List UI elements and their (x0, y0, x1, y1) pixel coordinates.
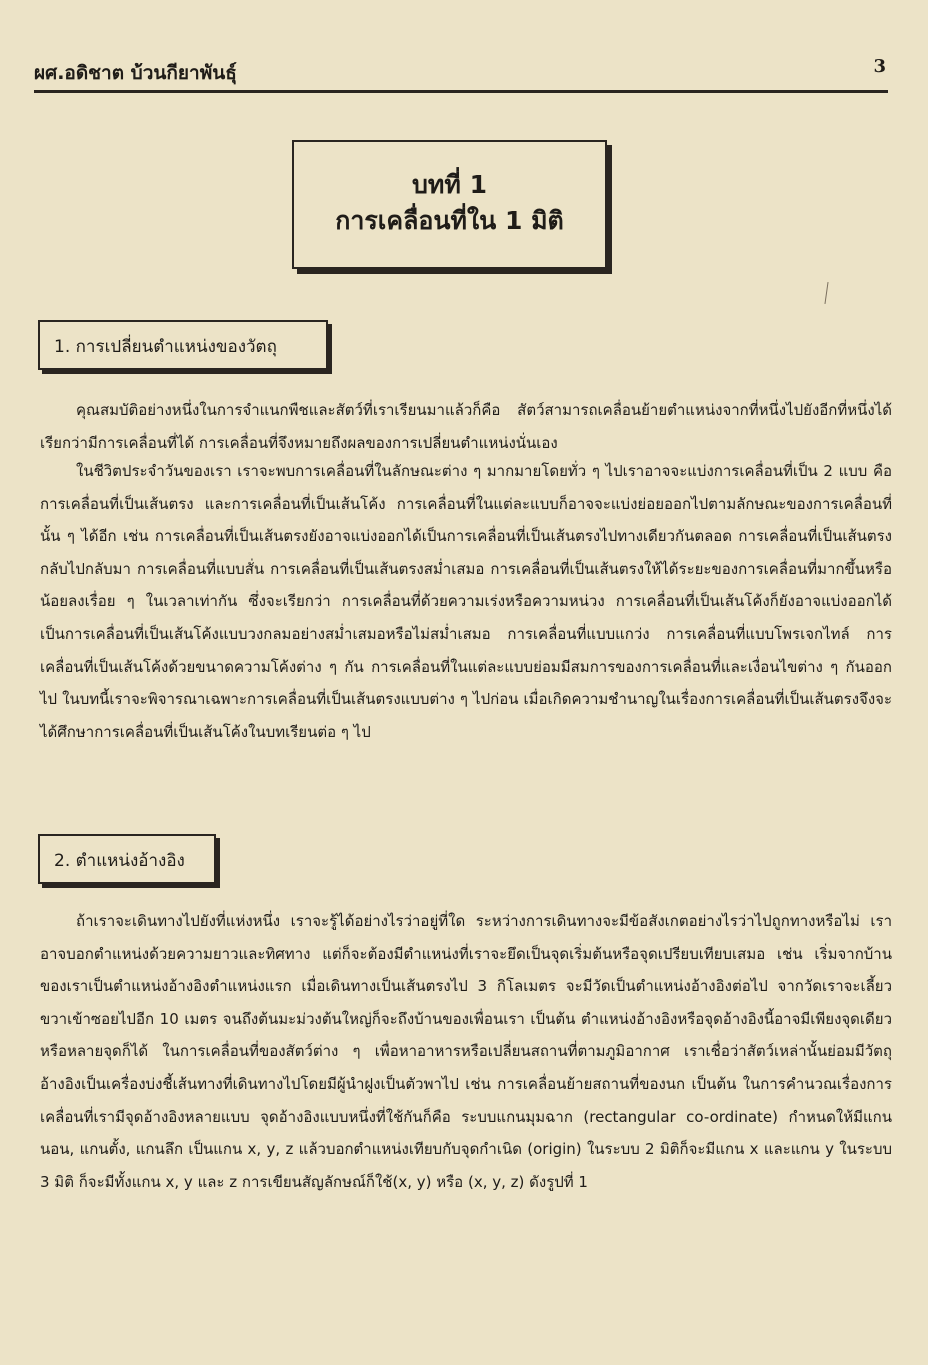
section1-paragraph-2: ในชีวิตประจำวันของเรา เราจะพบการเคลื่อนที่ในลักษณะต่าง ๆ มากมายโดยทั่ว ๆ ไปเราอาจจะแบ่งการเคลื่อนที่เป็น 2 แบบ คือ การเคลื่อนที่เป็นเส้นตรง และการเคลื่อนที่เป็นเส้นโค้ง การเคลื่อนที่ในแต่ละแบบก็อาจจะแบ่งย่อยออกไปตามลักษณะของการเคลื่อนที่นั้น ๆ ได้อีก เช่น การเคลื่อนที่เป็นเส้นตรงยังอาจแบ่งออกได้เป็นการเคลื่อนที่เป็นเส้นตรงไปทางเดียวกันตลอด การเคลื่อนที่เป็นเส้นตรงกลับไปกลับมา การเคลื่อนที่แบบสั่น การเคลื่อนที่เป็นเส้นตรงสม่ำเสมอ การเคลื่อนที่เป็นเส้นตรงให้ได้ระยะของการเคลื่อนที่มากขึ้นหรือน้อยลงเรื่อย ๆ ในเวลาเท่ากัน ซึ่งจะเรียกว่า การเคลื่อนที่ด้วยความเร่งหรือความหน่วง การเคลื่อนที่เป็นเส้นโค้งก็ยังอาจแบ่งออกได้เป็นการเคลื่อนที่เป็นเส้นโค้งแบบวงกลมอย่างสม่ำเสมอหรือไม่สม่ำเสมอ การเคลื่อนที่แบบแกว่ง การเคลื่อนที่แบบโพรเจกไทล์ การเคลื่อนที่เป็นเส้นโค้งด้วยขนาดความโค้งต่าง ๆ กัน การเคลื่อนที่ในแต่ละแบบย่อมมีสมการของการเคลื่อนที่และเงื่อนไขต่าง ๆ กันออกไป ในบทนี้เราจะพิจารณาเฉพาะการเคลื่อนที่เป็นเส้นตรงแบบต่าง ๆ ไปก่อน เมื่อเกิดความชำนาญในเรื่องการเคลื่อนที่เป็นเส้นตรงจึงจะได้ศึกษาการเคลื่อนที่เป็นเส้นโค้งในบทเรียนต่อ ๆ ไป (40, 462, 892, 741)
section-heading-1: 1. การเปลี่ยนตำแหน่งของวัตถุ (38, 320, 328, 370)
section1-paragraph-1: คุณสมบัติอย่างหนึ่งในการจำแนกพืชและสัตว์ที่เราเรียนมาแล้วก็คือ สัตว์สามารถเคลื่อนย้ายตำแหน่งจากที่หนึ่งไปยังอีกที่หนึ่งได้ เรียกว่ามีการเคลื่อนที่ได้ การเคลื่อนที่จึงหมายถึงผลของการเปลี่ยนตำแหน่งนั่นเอง (40, 401, 892, 452)
author-name: ผศ.อดิชาต บ้วนกียาพันธุ์ (34, 62, 237, 84)
chapter-title: การเคลื่อนที่ใน 1 มิติ (335, 206, 564, 235)
page-header (34, 50, 888, 93)
pen-mark (824, 282, 828, 304)
page-number: 3 (873, 56, 886, 77)
chapter-title-box (292, 140, 607, 269)
section2-paragraph-1: ถ้าเราจะเดินทางไปยังที่แห่งหนึ่ง เราจะรู้ได้อย่างไรว่าอยู่ที่ใด ระหว่างการเดินทางจะมีข้อสังเกตอย่างไรว่าไปถูกทางหรือไม่ เราอาจบอกตำแหน่งด้วยความยาวและทิศทาง แต่ก็จะต้องมีตำแหน่งที่เราจะยึดเป็นจุดเริ่มต้นหรือจุดเปรียบเทียบเสมอ เช่น เริ่มจากบ้านของเราเป็นตำแหน่งอ้างอิงตำแหน่งแรก เมื่อเดินทางเป็นเส้นตรงไป 3 กิโลเมตร จะมีวัดเป็นตำแหน่งอ้างอิงต่อไป จากวัดเราจะเลี้ยวขวาเข้าซอยไปอีก 10 เมตร จนถึงต้นมะม่วงต้นใหญ่ก็จะถึงบ้านของเพื่อนเรา เป็นต้น ตำแหน่งอ้างอิงหรือจุดอ้างอิงนี้อาจมีเพียงจุดเดียวหรือหลายจุดก็ได้ ในการเคลื่อนที่ของสัตว์ต่าง ๆ เพื่อหาอาหารหรือเปลี่ยนสถานที่ตามภูมิอากาศ เราเชื่อว่าสัตว์เหล่านั้นย่อมมีวัตถุอ้างอิงเป็นเครื่องบ่งชี้เส้นทางที่เดินทางไปโดยมีผู้นำฝูงเป็นตัวพาไป เช่น การเคลื่อนย้ายสถานที่ของนก เป็นต้น ในการคำนวณเรื่องการเคลื่อนที่เรามีจุดอ้างอิงหลายแบบ จุดอ้างอิงแบบหนึ่งที่ใช้กันก็คือ ระบบแกนมุมฉาก (rectangular co-ordinate) กำหนดให้มีแกนนอน, แกนตั้ง, แกนลึก เป็นแกน x, y, z แล้วบอกตำแหน่งเทียบกับจุดกำเนิด (origin) ในระบบ 2 มิติก็จะมีแกน x และแกน y ในระบบ 3 มิติ ก็จะมีทั้งแกน x, y และ z การเขียนสัญลักษณ์ก็ใช้(x, y) หรือ (x, y, z) ดังรูปที่ 1 (40, 912, 892, 1191)
section-heading-2: 2. ตำแหน่งอ้างอิง (38, 834, 216, 884)
chapter-number: บทที่ 1 (412, 170, 487, 199)
